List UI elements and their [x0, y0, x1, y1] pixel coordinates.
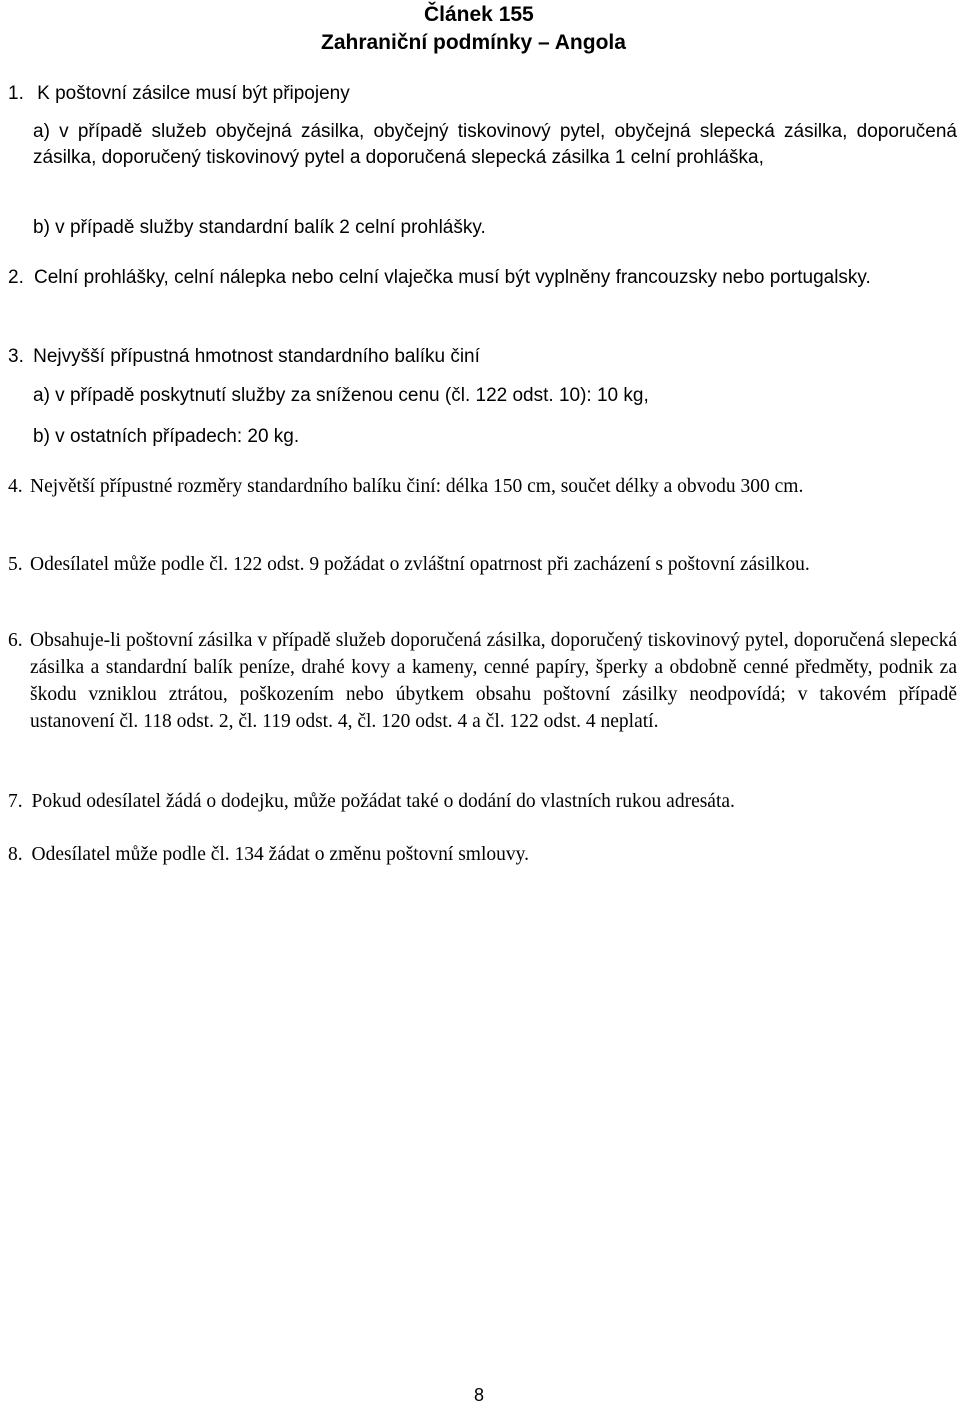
section-1-item-b: b) v případě služby standardní balík 2 celní prohlášky. [33, 217, 486, 238]
section-6-number: 6. [8, 630, 23, 651]
section-3 [8, 343, 608, 370]
section-1-text: K poštovní zásilce musí být připojeny [37, 83, 350, 104]
section-4 [8, 473, 957, 500]
section-8-text: Odesílatel může podle čl. 134 žádat o změnu poštovní smlouvy. [31, 844, 529, 865]
section-8-number: 8. [8, 844, 23, 865]
section-4-number: 4. [8, 476, 23, 497]
article-number: Článek 155 [424, 3, 534, 26]
section-2-text: Celní prohlášky, celní nálepka nebo celní vlaječka musí být vyplněny francouzsky nebo portugalsky. [34, 267, 871, 288]
section-1 [8, 80, 428, 107]
section-4-text: Největší přípustné rozměry standardního balíku činí: délka 150 cm, součet délky a obvodu 300 cm. [30, 476, 804, 497]
section-3-number: 3. [8, 346, 24, 367]
section-3-item-b: b) v ostatních případech: 20 kg. [33, 426, 300, 447]
article-title: Zahraniční podmínky – Angola [321, 31, 626, 54]
section-7-number: 7. [8, 791, 23, 812]
section-5-text: Odesílatel může podle čl. 122 odst. 9 požádat o zvláštní opatrnost při zacházení s poštovní zásilkou. [30, 554, 810, 575]
section-8 [8, 841, 957, 868]
section-2-number: 2. [8, 267, 24, 288]
section-3-item-a: a) v případě poskytnutí služby za sníženou cenu (čl. 122 odst. 10): 10 kg, [33, 385, 649, 406]
section-6-text: Obsahuje-li poštovní zásilka v případě služeb doporučená zásilka, doporučený tiskovinový pytel, doporučená slepecká zásilka a standardní balík peníze, drahé kovy a kameny, cenné papíry, šperky a obdobně cenné předměty, podnik za škodu vzniklou ztrátou, poškozením nebo úbytkem obsahu poštovní zásilky neodpovídá; v takovém případě ustanovení čl. 118 odst. 2, čl. 119 odst. 4, čl. 120 odst. 4 a čl. 122 odst. 4 neplatí. [30, 630, 957, 732]
section-5-number: 5. [8, 554, 23, 575]
section-7-text: Pokud odesílatel žádá o dodejku, může požádat také o dodání do vlastních rukou adresáta. [31, 791, 735, 812]
section-2 [8, 264, 957, 291]
section-6 [8, 627, 957, 735]
section-1-number: 1. [8, 83, 24, 104]
section-1-item-a: a) v případě služeb obyčejná zásilka, obyčejný tiskovinový pytel, obyčejná slepecká zásilka, doporučená zásilka, doporučený tiskovinový pytel a doporučená slepecká zásilka 1 celní prohláška, [33, 121, 957, 168]
page-number: 8 [474, 1385, 485, 1405]
section-3-text: Nejvyšší přípustná hmotnost standardního balíku činí [33, 346, 480, 367]
section-7 [8, 788, 957, 815]
section-5 [8, 551, 957, 578]
